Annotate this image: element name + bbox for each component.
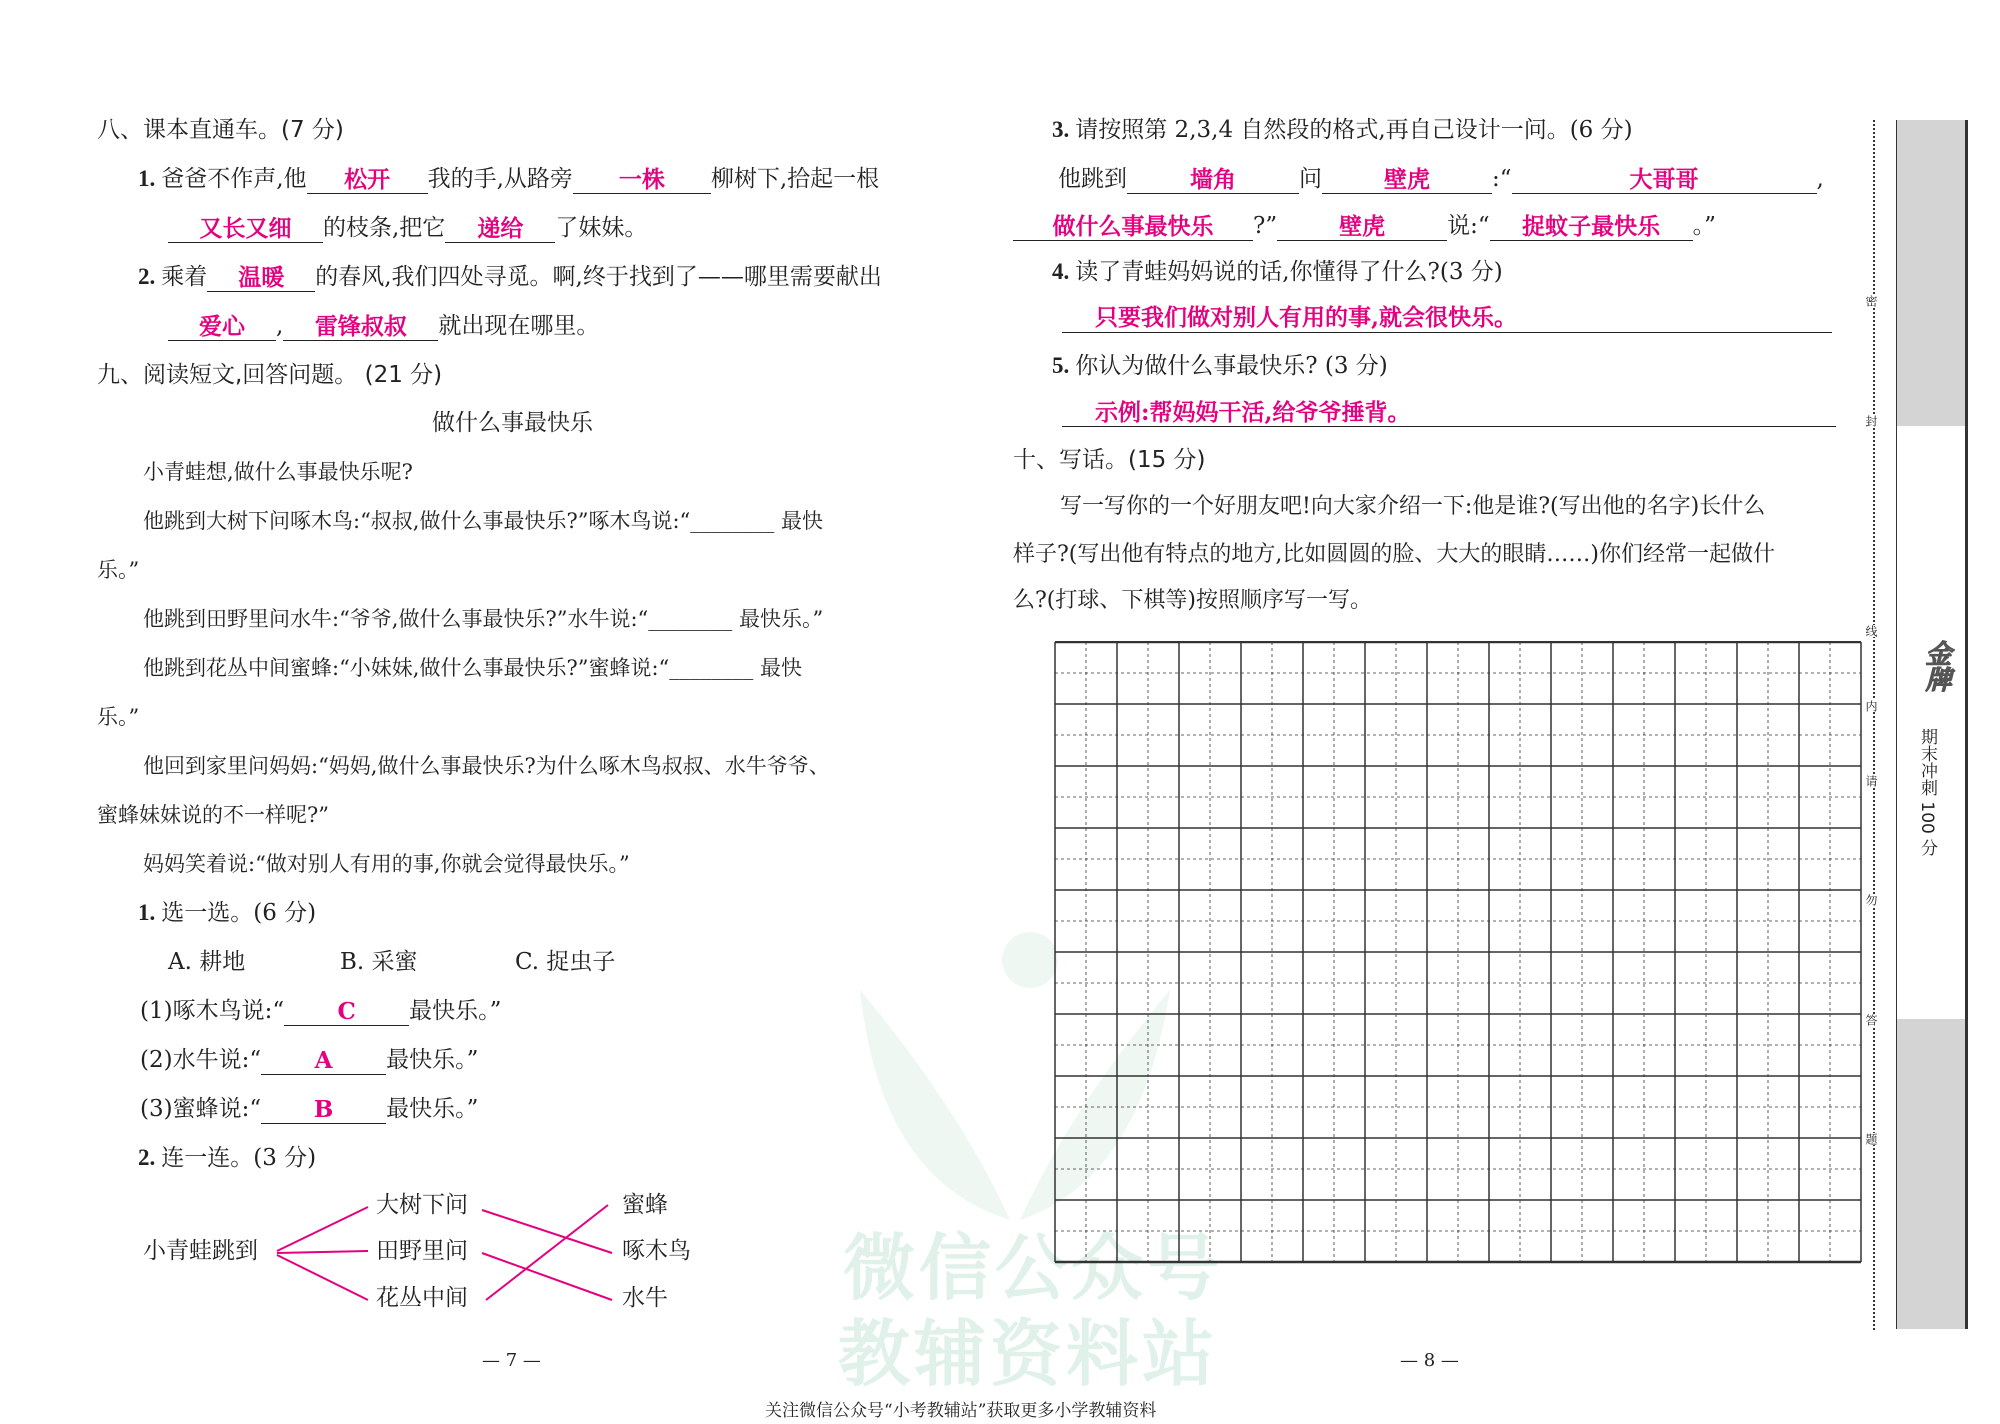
s9-q3-line2: 做什么事最快乐 ?” 壁虎 说:“ 捉蚊子最快乐 。” bbox=[1013, 211, 1716, 241]
s9-q4-answer: 只要我们做对别人有用的事,就会很快乐。 bbox=[1095, 304, 1518, 331]
s9-q1-item: (2)水牛说:“ A 最快乐。” bbox=[140, 1047, 479, 1074]
match-left-item: 田野里问 bbox=[376, 1238, 468, 1264]
s10-prompt: 样子?(写出他有特点的地方,比如圆圆的脸、大大的眼睛……)你们经常一起做什 bbox=[1013, 542, 1775, 567]
seal-char: 封 bbox=[1864, 415, 1878, 427]
seal-char: 密 bbox=[1864, 295, 1878, 307]
seal-char: 勿 bbox=[1864, 894, 1878, 906]
s9-q1-options: A. 耕地 B. 采蜜 C. 捉虫子 bbox=[168, 949, 616, 975]
seal-char: 请 bbox=[1864, 775, 1878, 787]
footer-note: 关注微信公众号“小考教辅站”获取更多小学教辅资料 bbox=[765, 1401, 1157, 1421]
passage-p5: 他回到家里问妈妈:“妈妈,做什么事最快乐?为什么啄木鸟叔叔、水牛爷爷、 bbox=[143, 754, 830, 778]
page-number-right: — 8 — bbox=[1400, 1350, 1459, 1371]
match-line bbox=[486, 1205, 608, 1300]
s8-q2-line1: 2. 乘着 温暖 的春风,我们四处寻觅。啊,终于找到了——哪里需要献出 bbox=[138, 264, 882, 291]
s9-q1-item: (1)啄木鸟说:“ C 最快乐。” bbox=[140, 998, 502, 1025]
passage-title: 做什么事最快乐 bbox=[432, 410, 593, 436]
seal-char: 内 bbox=[1864, 700, 1878, 712]
match-right-item: 蜜蜂 bbox=[622, 1192, 668, 1218]
s9-q5-title: 5. 你认为做什么事最快乐? (3 分) bbox=[1052, 353, 1388, 379]
match-right-item: 水牛 bbox=[622, 1285, 668, 1311]
sidebar-gray-bottom bbox=[1896, 1019, 1968, 1329]
writing-grid[interactable] bbox=[1054, 641, 1862, 1265]
passage-p6: 妈妈笑着说:“做对别人有用的事,你就会觉得最快乐。” bbox=[143, 852, 630, 876]
passage-p3: 他跳到田野里问水牛:“爷爷,做什么事最快乐?”水牛说:“________ 最快乐。” bbox=[143, 607, 824, 631]
seal-char: 线 bbox=[1864, 625, 1878, 637]
passage-p2-cont: 乐。” bbox=[97, 558, 140, 582]
s9-q5-answer: 示例:帮妈妈干活,给爷爷捶背。 bbox=[1095, 399, 1411, 426]
match-line bbox=[277, 1207, 368, 1251]
page-number-left: — 7 — bbox=[482, 1350, 541, 1371]
passage-p2: 他跳到大树下问啄木鸟:“叔叔,做什么事最快乐?”啄木鸟说:“________ 最快 bbox=[143, 509, 823, 533]
passage-p1: 小青蛙想,做什么事最快乐呢? bbox=[143, 460, 413, 484]
watermark-text: 教辅资料站 bbox=[838, 1312, 1219, 1396]
s9-q4-title: 4. 读了青蛙妈妈说的话,你懂得了什么?(3 分) bbox=[1052, 259, 1503, 285]
s9-q3-line1: 他跳到 墙角 问 壁虎 :“ 大哥哥 , bbox=[1058, 166, 1824, 193]
passage-p4-cont: 乐。” bbox=[97, 705, 140, 729]
match-line bbox=[482, 1253, 612, 1300]
s9-q1-title: 1. 选一选。(6 分) bbox=[138, 900, 317, 926]
s8-q1-line2: 又长又细 的枝条,把它 递给 了妹妹。 bbox=[168, 213, 647, 243]
s10-prompt: 么?(打球、下棋等)按照顺序写一写。 bbox=[1013, 588, 1372, 613]
match-line bbox=[277, 1255, 368, 1300]
s9-q1-item: (3)蜜蜂说:“ B 最快乐。” bbox=[140, 1096, 479, 1123]
match-right-item: 啄木鸟 bbox=[622, 1238, 691, 1264]
section-10-title: 十、写话。(15 分) bbox=[1013, 447, 1206, 473]
s8-q2-line2: 爱心 , 雷锋叔叔 就出现在哪里。 bbox=[168, 311, 599, 341]
seal-char: 题 bbox=[1864, 1133, 1878, 1145]
seal-char: 答 bbox=[1864, 1014, 1878, 1026]
match-left-item: 大树下问 bbox=[376, 1192, 468, 1218]
match-root: 小青蛙跳到 bbox=[143, 1238, 258, 1264]
s10-prompt: 写一写你的一个好朋友吧!向大家介绍一下:他是谁?(写出他的名字)长什么 bbox=[1060, 494, 1766, 519]
brand-logo: 金牌 bbox=[1921, 640, 1951, 692]
s9-q2-title: 2. 连一连。(3 分) bbox=[138, 1145, 317, 1171]
sidebar-brand: 期末冲刺 100 分 bbox=[1917, 728, 1937, 857]
sidebar-brand-panel bbox=[1896, 426, 1968, 1019]
passage-p5-cont: 蜜蜂妹妹说的不一样呢?” bbox=[97, 803, 329, 827]
match-left-item: 花丛中间 bbox=[376, 1285, 468, 1311]
s9-q3-title: 3. 请按照第 2,3,4 自然段的格式,再自己设计一问。(6 分) bbox=[1052, 117, 1633, 143]
watermark-text: 微信公众号 bbox=[843, 1226, 1224, 1310]
section-8-title: 八、课本直通车。(7 分) bbox=[97, 117, 344, 143]
s8-q1-line1: 1. 爸爸不作声,他 松开 我的手,从路旁 一株 柳树下,拾起一根 bbox=[138, 166, 880, 193]
section-9-title: 九、阅读短文,回答问题。 (21 分) bbox=[97, 362, 443, 388]
passage-p4: 他跳到花丛中间蜜蜂:“小妹妹,做什么事最快乐?”蜜蜂说:“________ 最快 bbox=[143, 656, 802, 680]
sidebar-gray-top bbox=[1896, 120, 1968, 426]
match-line bbox=[277, 1251, 368, 1253]
